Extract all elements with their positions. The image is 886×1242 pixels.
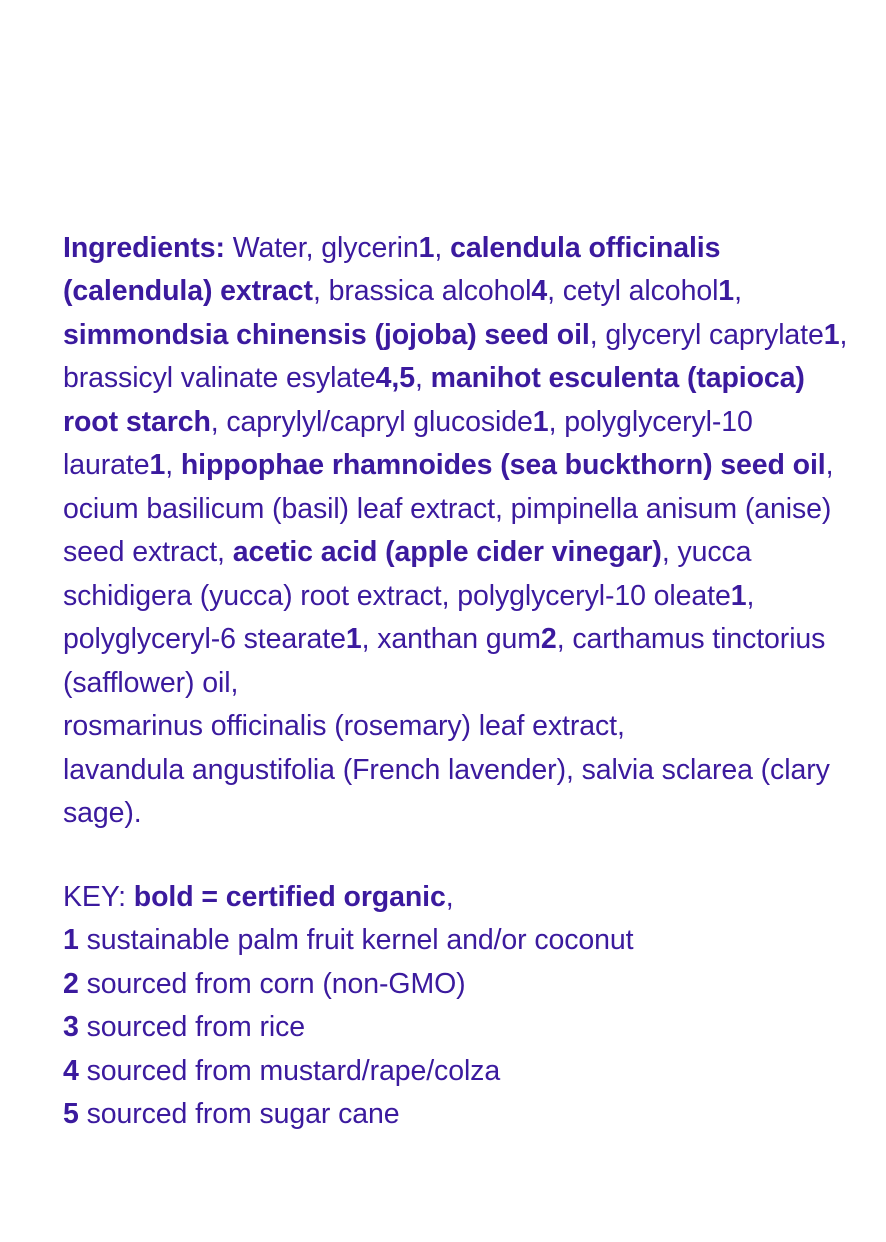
ingredient-text: , — [414, 362, 431, 394]
ingredient-text: , glyceryl caprylate — [589, 318, 824, 351]
content-area — [63, 198, 853, 1137]
ingredient-footnote-marker: 1 — [149, 449, 166, 481]
ingredient-text: , caprylyl/capryl glucoside — [210, 405, 533, 438]
key-note-number: 1 — [63, 924, 79, 956]
key-title-suffix: , — [445, 880, 454, 913]
ingredient-text: , yucca schidigera (yucca) root extract, polyglyceryl-10 oleate — [63, 536, 752, 612]
ingredient-text: , polyglyceryl-10 laurate — [63, 405, 753, 481]
ingredient-footnote-marker: 1 — [823, 318, 840, 351]
ingredient-text: , — [734, 275, 742, 307]
ingredient-text: , brassicyl valinate esylate — [63, 318, 848, 394]
key-note-line — [63, 963, 853, 1007]
ingredients-paragraph — [63, 227, 853, 836]
key-note-text: sourced from rice — [78, 1011, 306, 1043]
key-note-line — [63, 1093, 853, 1137]
ingredient-text: , — [434, 231, 451, 264]
ingredients-list — [63, 232, 847, 830]
ingredient-text: , cetyl alcohol — [547, 275, 719, 307]
key-note-line — [63, 919, 853, 963]
ingredient-footnote-marker: 1 — [718, 275, 735, 307]
ingredient-text: , carthamus tinctorius (safflower) oil, — [63, 623, 826, 699]
key-note-line — [63, 1006, 853, 1050]
ingredient-footnote-marker: 1 — [345, 623, 362, 655]
ingredient-text: , brassica alcohol — [312, 275, 532, 307]
key-note-text: sourced from corn (non-GMO) — [78, 967, 466, 1000]
ingredient-text: rosmarinus officinalis (rosemary) leaf extract, — [63, 710, 625, 742]
key-section — [63, 876, 853, 1137]
ingredient-text: lavandula angustifolia (French lavender), salvia sclarea (clary sage). — [63, 753, 830, 829]
ingredient-text: , xanthan gum — [361, 623, 541, 655]
ingredient-text: , polyglyceryl-6 stearate — [63, 579, 755, 655]
key-note-number: 2 — [63, 967, 79, 1000]
organic-ingredient: acetic acid (apple cider vinegar) — [232, 536, 662, 568]
key-title — [63, 876, 853, 920]
key-title-bold: bold = certified organic — [133, 880, 446, 913]
ingredient-text: Water, glycerin — [224, 231, 419, 264]
key-note-number: 5 — [63, 1098, 79, 1130]
ingredient-footnote-marker: 4 — [531, 275, 548, 307]
organic-ingredient: simmondsia chinensis (jojoba) seed oil — [63, 318, 590, 351]
key-note-line — [63, 1050, 853, 1094]
key-notes-list — [63, 919, 853, 1137]
organic-ingredient: hippophae rhamnoides (sea buckthorn) seed oil — [180, 449, 826, 481]
key-note-text: sourced from sugar cane — [78, 1098, 400, 1130]
ingredient-text: , — [165, 449, 181, 481]
ingredient-footnote-marker: 2 — [540, 623, 557, 655]
key-title-prefix: KEY: — [63, 880, 134, 913]
ingredient-footnote-marker: 4,5 — [375, 362, 415, 394]
key-note-number: 3 — [63, 1011, 79, 1043]
key-note-text: sourced from mustard/rape/colza — [78, 1054, 501, 1087]
ingredient-footnote-marker: 1 — [532, 405, 549, 438]
ingredients-label: Ingredients: — [63, 231, 225, 264]
key-note-number: 4 — [63, 1054, 79, 1087]
ingredient-text: , ocium basilicum (basil) leaf extract, pimpinella anisum (anise) seed extract, — [63, 449, 834, 568]
key-note-text: sustainable palm fruit kernel and/or coconut — [78, 924, 634, 956]
ingredient-footnote-marker: 1 — [730, 579, 747, 612]
organic-ingredient: calendula officinalis (calendula) extract — [63, 231, 721, 307]
organic-ingredient: manihot esculenta (tapioca) root starch — [63, 362, 805, 438]
ingredient-footnote-marker: 1 — [418, 231, 435, 264]
